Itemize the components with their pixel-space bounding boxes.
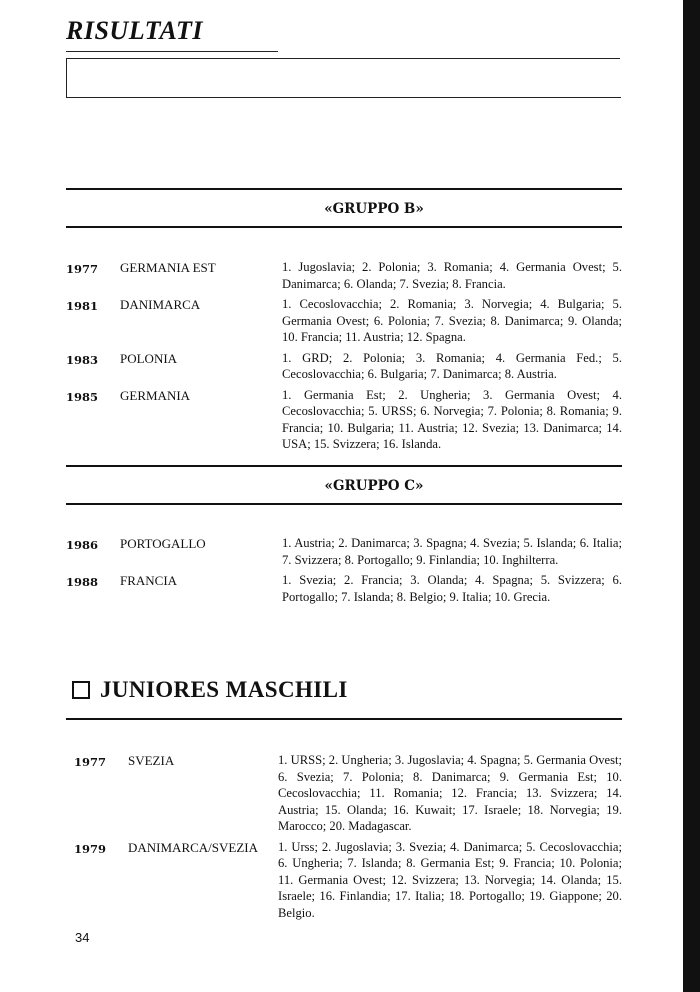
host-country: SVEZIA xyxy=(128,753,175,768)
year: 1983 xyxy=(66,352,99,367)
standings: 1. Urss; 2. Jugoslavia; 3. Svezia; 4. Danimarca; 5. Cecoslovacchia; 6. Ungheria; 7. Islanda; 8. Germania Est; 9. Francia; 10. Polonia; 11. Germania Ovest; 12. Svizzera; 13. Norvegia; 14. Olanda; 15. Israele; 16. Finlandia; 17. Italia; 18. Portogallo; 19. Giappone; 20. Belgio. xyxy=(278,839,622,920)
year: 1986 xyxy=(66,538,99,552)
section-heading-text: JUNIORES MASCHILI xyxy=(100,677,348,702)
section-rule-bottom xyxy=(66,226,622,228)
results-list xyxy=(66,752,622,921)
host-country: GERMANIA EST xyxy=(120,260,216,275)
section-juniores xyxy=(66,718,622,925)
page-header: RISULTATI xyxy=(66,16,203,45)
standings: 1. URSS; 2. Ungheria; 3. Jugoslavia; 4. Spagna; 5. Germania Ovest; 6. Svezia; 7. Polonia; 8. Danimarca; 9. Germania Est; 10. Cecoslovacchia; 11. Romania; 12. Francia; 13. Svizzera; 14. Austria; 15. Olanda; 16. Kuwait; 17. Israele; 18. Norvegia; 19. Marocco; 20. Madagascar. xyxy=(278,753,622,833)
section-gruppo-c xyxy=(66,465,622,609)
section-heading xyxy=(72,677,348,703)
result-row xyxy=(66,259,622,292)
host-country: PORTOGALLO xyxy=(120,536,206,551)
result-row xyxy=(66,350,622,383)
group-title: «GRUPPO C» xyxy=(324,478,424,494)
host-country: FRANCIA xyxy=(120,573,178,588)
results-list xyxy=(66,259,622,453)
header-box-bottom-rule xyxy=(66,97,621,98)
checkbox-icon xyxy=(72,681,90,699)
host-country: DANIMARCA/SVEZIA xyxy=(128,839,258,855)
group-title: «GRUPPO B» xyxy=(324,201,424,217)
standings: 1. Austria; 2. Danimarca; 3. Spagna; 4. Svezia; 5. Islanda; 6. Italia; 7. Svizzera; 8. Portogallo; 9. Finlandia; 10. Inghilterra. xyxy=(282,536,622,567)
standings: 1. Cecoslovacchia; 2. Romania; 3. Norvegia; 4. Bulgaria; 5. Germania Ovest; 6. Polonia; 7. Svezia; 8. Danimarca; 9. Olanda; 10. Francia; 11. Austria; 12. Spagna. xyxy=(282,297,622,344)
year: 1977 xyxy=(66,262,99,276)
standings: 1. Jugoslavia; 2. Polonia; 3. Romania; 4. Germania Ovest; 5. Danimarca; 6. Olanda; 7. Svezia; 8. Francia. xyxy=(282,260,622,291)
standings: 1. Svezia; 2. Francia; 3. Olanda; 4. Spagna; 5. Svizzera; 6. Portogallo; 7. Islanda; 8. Belgio; 9. Italia; 10. Grecia. xyxy=(282,573,622,604)
result-row xyxy=(74,752,622,835)
section-rule xyxy=(66,718,622,720)
standings: 1. Germania Est; 2. Ungheria; 3. Germania Ovest; 4. Cecoslovacchia; 5. URSS; 6. Norvegia; 7. Polonia; 8. Romania; 9. Francia; 10. Bulgaria; 11. Austria; 12. Svezia; 13. Danimarca; 14. USA; 15. Svizzera; 16. Islanda. xyxy=(282,387,622,451)
section-gruppo-b xyxy=(66,188,622,457)
year: 1985 xyxy=(66,389,99,404)
header-rule xyxy=(66,51,278,52)
host-country: POLONIA xyxy=(120,350,178,366)
result-row xyxy=(74,839,622,922)
standings: 1. GRD; 2. Polonia; 3. Romania; 4. Germania Fed.; 5. Cecoslovacchia; 6. Bulgaria; 7. Danimarca; 8. Austria. xyxy=(282,350,622,381)
header-box xyxy=(66,58,620,98)
section-rule-bottom xyxy=(66,503,622,505)
result-row xyxy=(66,296,622,346)
result-row xyxy=(66,387,622,453)
year: 1981 xyxy=(66,299,99,313)
results-list xyxy=(66,535,622,605)
page-edge-shadow xyxy=(683,0,700,992)
year: 1977 xyxy=(74,755,107,769)
host-country: DANIMARCA xyxy=(120,297,201,312)
page-number: 34 xyxy=(75,930,90,945)
year: 1979 xyxy=(74,841,107,856)
result-row xyxy=(66,535,622,568)
result-row xyxy=(66,572,622,605)
year: 1988 xyxy=(66,575,99,589)
host-country: GERMANIA xyxy=(120,387,191,403)
